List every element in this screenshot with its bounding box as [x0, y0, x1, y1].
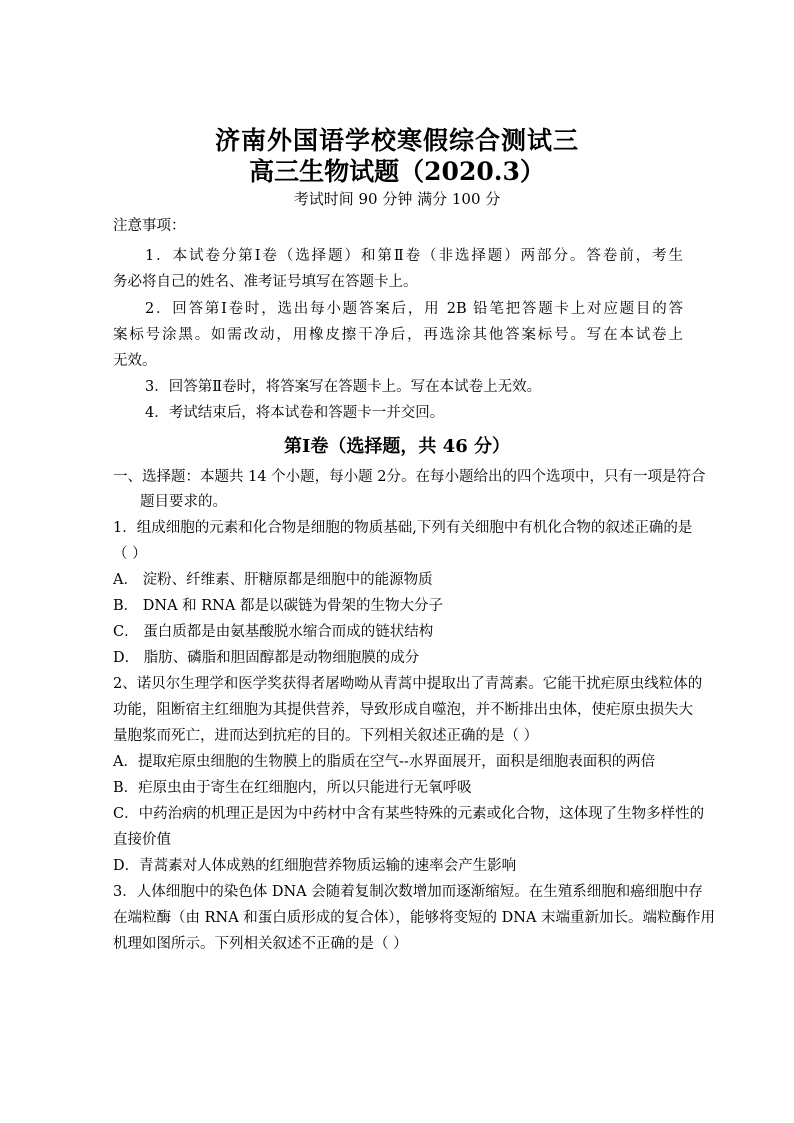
- school-title: 济南外国语学校寒假综合测试三: [214, 126, 579, 155]
- notice-heading: 注意事项：: [113, 218, 186, 234]
- part-intro-cont: 题目要求的。: [140, 494, 227, 510]
- question-1-stem: 1．组成细胞的元素和化合物是细胞的物质基础,下列有关细胞中有机化合物的叙述正确的是: [113, 520, 693, 536]
- question-2-stem-2: 功能，阻断宿主红细胞为其提供营养，导致形成自噬泡，并不断排出虫体，使疟原虫损失大: [113, 702, 693, 718]
- question-1-option-b: B． DNA 和 RNA 都是以碳链为骨架的生物大分子: [113, 598, 443, 614]
- notice-item-1: 1．本试卷分第Ⅰ卷（选择题）和第Ⅱ卷（非选择题）两部分。答卷前，考生: [145, 248, 683, 264]
- question-3-stem-3: 机理如图所示。下列相关叙述不正确的是（ ）: [113, 936, 408, 952]
- question-3-stem-2: 在端粒酶（由 RNA 和蛋白质形成的复合体），能够将变短的 DNA 末端重新加长。端粒酶作用: [113, 910, 716, 926]
- question-1-option-a: A． 淀粉、纤维素、肝糖原都是细胞中的能源物质: [113, 572, 433, 588]
- question-2-option-b: B．疟原虫由于寄生在红细胞内，所以只能进行无氧呼吸: [113, 780, 472, 796]
- question-2-stem-3: 量胞浆而死亡，进而达到抗疟的目的。下列相关叙述正确的是（ ）: [113, 728, 539, 744]
- notice-item-2-cont: 案标号涂黑。如需改动，用橡皮擦干净后，再选涂其他答案标号。写在本试卷上: [113, 327, 683, 343]
- question-2-option-d: D．青蒿素对人体成熟的红细胞营养物质运输的速率会产生影响: [113, 858, 517, 874]
- notice-item-2: 2．回答第Ⅰ卷时，选出每小题答案后，用 2B 铅笔把答题卡上对应题目的答: [145, 301, 683, 317]
- notice-item-2-end: 无效。: [113, 353, 157, 369]
- question-2-option-c-cont: 直接价值: [113, 832, 171, 848]
- exam-title: 高三生物试题（2020.3）: [249, 157, 545, 186]
- question-2-stem-1: 2、诺贝尔生理学和医学奖获得者屠呦呦从青蒿中提取出了青蒿素。它能干扰疟原虫线粒体的: [113, 676, 703, 692]
- question-1-blank: （ ）: [113, 546, 147, 562]
- notice-item-1-cont: 务必将自己的姓名、准考证号填写在答题卡上。: [113, 274, 418, 290]
- section-title: 第Ⅰ卷（选择题，共 46 分）: [283, 436, 510, 457]
- question-2-option-c: C．中药治病的机理正是因为中药材中含有某些特殊的元素或化合物，这体现了生物多样性的: [113, 806, 705, 822]
- question-1-option-d: D． 脂肪、磷脂和胆固醇都是动物细胞膜的成分: [113, 650, 420, 666]
- question-2-option-a: A．提取疟原虫细胞的生物膜上的脂质在空气--水界面展开，面积是细胞表面积的两倍: [113, 754, 656, 770]
- part-intro: 一、选择题：本题共 14 个小题，每小题 2分。在每小题给出的四个选项中，只有一项是符合: [113, 469, 706, 485]
- question-1-option-c: C． 蛋白质都是由氨基酸脱水缩合而成的链状结构: [113, 624, 434, 640]
- question-3-stem-1: 3．人体细胞中的染色体 DNA 会随着复制次数增加而逐渐缩短。在生殖系细胞和癌细胞中存: [113, 884, 703, 900]
- exam-info: 考试时间 90 分钟 满分 100 分: [293, 190, 501, 208]
- notice-item-4: 4．考试结束后，将本试卷和答题卡一并交回。: [145, 405, 445, 421]
- notice-item-3: 3．回答第Ⅱ卷时，将答案写在答题卡上。写在本试卷上无效。: [145, 379, 542, 395]
